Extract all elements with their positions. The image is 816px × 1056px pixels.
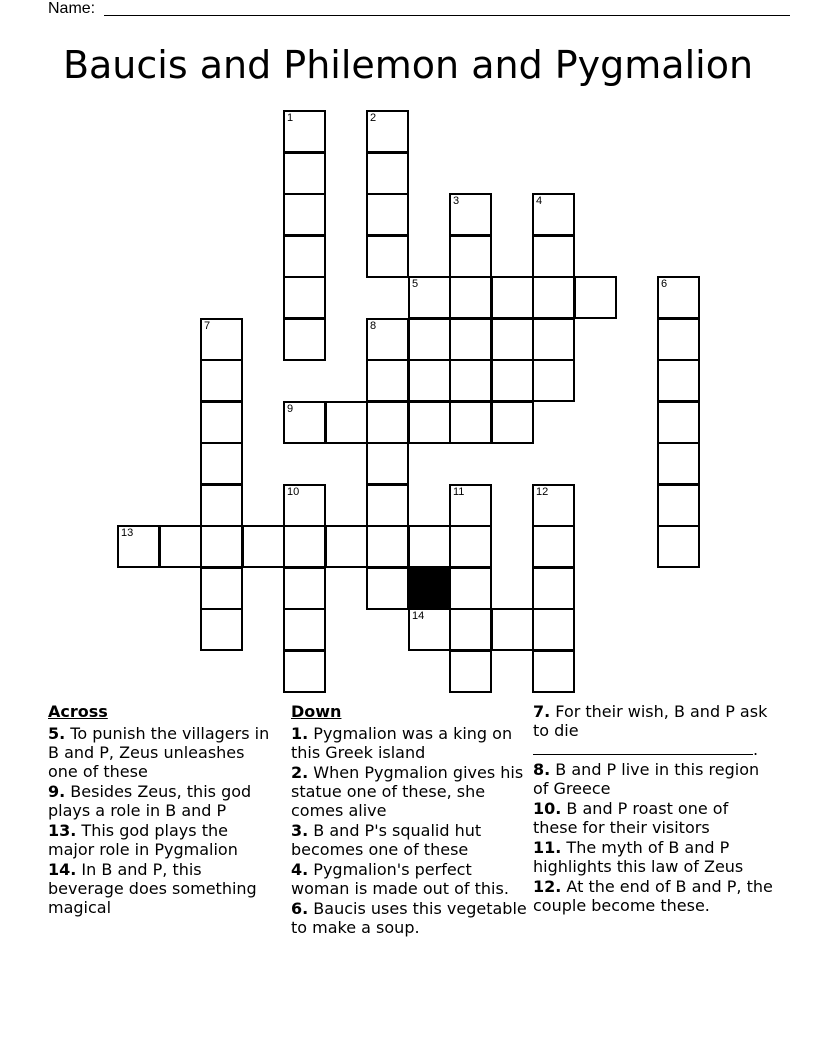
grid-cell[interactable]	[200, 525, 243, 568]
down-clues	[291, 702, 531, 938]
across-clue: 14. In B and P, this beverage does something magical	[48, 860, 257, 917]
grid-cell[interactable]	[366, 152, 409, 195]
clue-number: 6	[661, 278, 668, 290]
grid-cell[interactable]	[657, 442, 700, 485]
clue-number: 10	[287, 486, 300, 498]
grid-cell[interactable]	[449, 235, 492, 278]
grid-cell[interactable]	[366, 110, 409, 153]
grid-cell[interactable]	[408, 276, 451, 319]
grid-cell[interactable]	[283, 235, 326, 278]
grid-cell[interactable]	[532, 484, 575, 527]
across-heading: Across	[48, 702, 108, 721]
across-clues	[48, 702, 278, 918]
grid-cell[interactable]	[200, 484, 243, 527]
grid-cell[interactable]	[200, 359, 243, 402]
black-cell	[408, 567, 451, 610]
grid-cell[interactable]	[200, 401, 243, 444]
down-clue: 12. At the end of B and P, the couple become these.	[533, 877, 773, 915]
grid-cell[interactable]	[574, 276, 617, 319]
grid-cell[interactable]	[532, 525, 575, 568]
grid-cell[interactable]	[532, 318, 575, 361]
grid-cell[interactable]	[449, 318, 492, 361]
grid-cell[interactable]	[366, 193, 409, 236]
grid-cell[interactable]	[283, 608, 326, 651]
grid-cell[interactable]	[491, 318, 534, 361]
grid-cell[interactable]	[449, 193, 492, 236]
grid-cell[interactable]	[325, 525, 368, 568]
grid-cell[interactable]	[159, 525, 202, 568]
across-clue: 9. Besides Zeus, this god plays a role in B and P	[48, 782, 252, 820]
grid-cell[interactable]	[117, 525, 160, 568]
grid-cell[interactable]	[532, 567, 575, 610]
grid-cell[interactable]	[283, 484, 326, 527]
grid-cell[interactable]	[283, 152, 326, 195]
grid-cell[interactable]	[283, 525, 326, 568]
grid-cell[interactable]	[200, 318, 243, 361]
grid-cell[interactable]	[449, 276, 492, 319]
grid-cell[interactable]	[657, 276, 700, 319]
grid-cell[interactable]	[366, 525, 409, 568]
grid-cell[interactable]	[449, 650, 492, 693]
grid-cell[interactable]	[408, 401, 451, 444]
grid-cell[interactable]	[449, 401, 492, 444]
grid-cell[interactable]	[532, 608, 575, 651]
down-clue: 10. B and P roast one of these for their visitors	[533, 799, 729, 837]
grid-cell[interactable]	[366, 359, 409, 402]
clue-number: 14	[412, 610, 425, 622]
down-clue: 4. Pygmalion's perfect woman is made out of this.	[291, 860, 509, 898]
grid-cell[interactable]	[366, 318, 409, 361]
grid-cell[interactable]	[366, 567, 409, 610]
clue-number: 1	[287, 112, 294, 124]
grid-cell[interactable]	[449, 359, 492, 402]
clue-number: 13	[121, 527, 134, 539]
grid-cell[interactable]	[657, 525, 700, 568]
across-clue: 5. To punish the villagers in B and P, Zeus unleashes one of these	[48, 724, 270, 781]
grid-cell[interactable]	[491, 608, 534, 651]
across-clue: 13. This god plays the major role in Pygmalion	[48, 821, 238, 859]
clue-number: 9	[287, 403, 294, 415]
clue-number: 4	[536, 195, 543, 207]
grid-cell[interactable]	[200, 567, 243, 610]
grid-cell[interactable]	[449, 567, 492, 610]
grid-cell[interactable]	[283, 110, 326, 153]
puzzle-title: Baucis and Philemon and Pygmalion	[62, 43, 754, 87]
grid-cell[interactable]	[532, 650, 575, 693]
grid-cell[interactable]	[449, 608, 492, 651]
grid-cell[interactable]	[449, 525, 492, 568]
down-clue: 3. B and P's squalid hut becomes one of these	[291, 821, 482, 859]
grid-cell[interactable]	[283, 276, 326, 319]
grid-cell[interactable]	[283, 401, 326, 444]
clue-number: 2	[370, 112, 377, 124]
down-clue: 2. When Pygmalion gives his statue one of these, she comes alive	[291, 763, 524, 820]
grid-cell[interactable]	[532, 276, 575, 319]
grid-cell[interactable]	[657, 484, 700, 527]
grid-cell[interactable]	[366, 484, 409, 527]
grid-cell[interactable]	[200, 608, 243, 651]
grid-cell[interactable]	[657, 359, 700, 402]
grid-cell[interactable]	[532, 193, 575, 236]
grid-cell[interactable]	[491, 359, 534, 402]
grid-cell[interactable]	[491, 276, 534, 319]
clue-number: 8	[370, 320, 377, 332]
down-clue: 8. B and P live in this region of Greece	[533, 760, 760, 798]
grid-cell[interactable]	[408, 359, 451, 402]
grid-cell[interactable]	[325, 401, 368, 444]
grid-cell[interactable]	[200, 442, 243, 485]
down-clues-continued	[533, 702, 773, 916]
grid-cell[interactable]	[532, 359, 575, 402]
clue-number: 7	[204, 320, 211, 332]
grid-cell[interactable]	[449, 484, 492, 527]
clue-number: 3	[453, 195, 460, 207]
grid-cell[interactable]	[408, 318, 451, 361]
name-label: Name:	[48, 0, 96, 17]
grid-cell[interactable]	[283, 650, 326, 693]
clue-number: 12	[536, 486, 549, 498]
grid-cell[interactable]	[491, 401, 534, 444]
grid-cell[interactable]	[408, 608, 451, 651]
clue-number: 5	[412, 278, 419, 290]
grid-cell[interactable]	[408, 525, 451, 568]
clue-number: 11	[453, 486, 465, 498]
grid-cell[interactable]	[366, 442, 409, 485]
grid-cell[interactable]	[283, 193, 326, 236]
grid-cell[interactable]	[366, 235, 409, 278]
clue-down-7: 7. For their wish, B and P ask to die .	[533, 702, 768, 759]
grid-cell[interactable]	[657, 401, 700, 444]
down-clue: 11. The myth of B and P highlights this law of Zeus	[533, 838, 744, 876]
grid-cell[interactable]	[242, 525, 285, 568]
grid-cell[interactable]	[283, 318, 326, 361]
down-clue: 1. Pygmalion was a king on this Greek island	[291, 724, 513, 762]
grid-cell[interactable]	[657, 318, 700, 361]
grid-cell[interactable]	[366, 401, 409, 444]
down-heading: Down	[291, 702, 342, 721]
grid-cell[interactable]	[283, 567, 326, 610]
answer-blank[interactable]	[533, 740, 753, 755]
down-clue: 6. Baucis uses this vegetable to make a soup.	[291, 899, 527, 937]
grid-cell[interactable]	[532, 235, 575, 278]
